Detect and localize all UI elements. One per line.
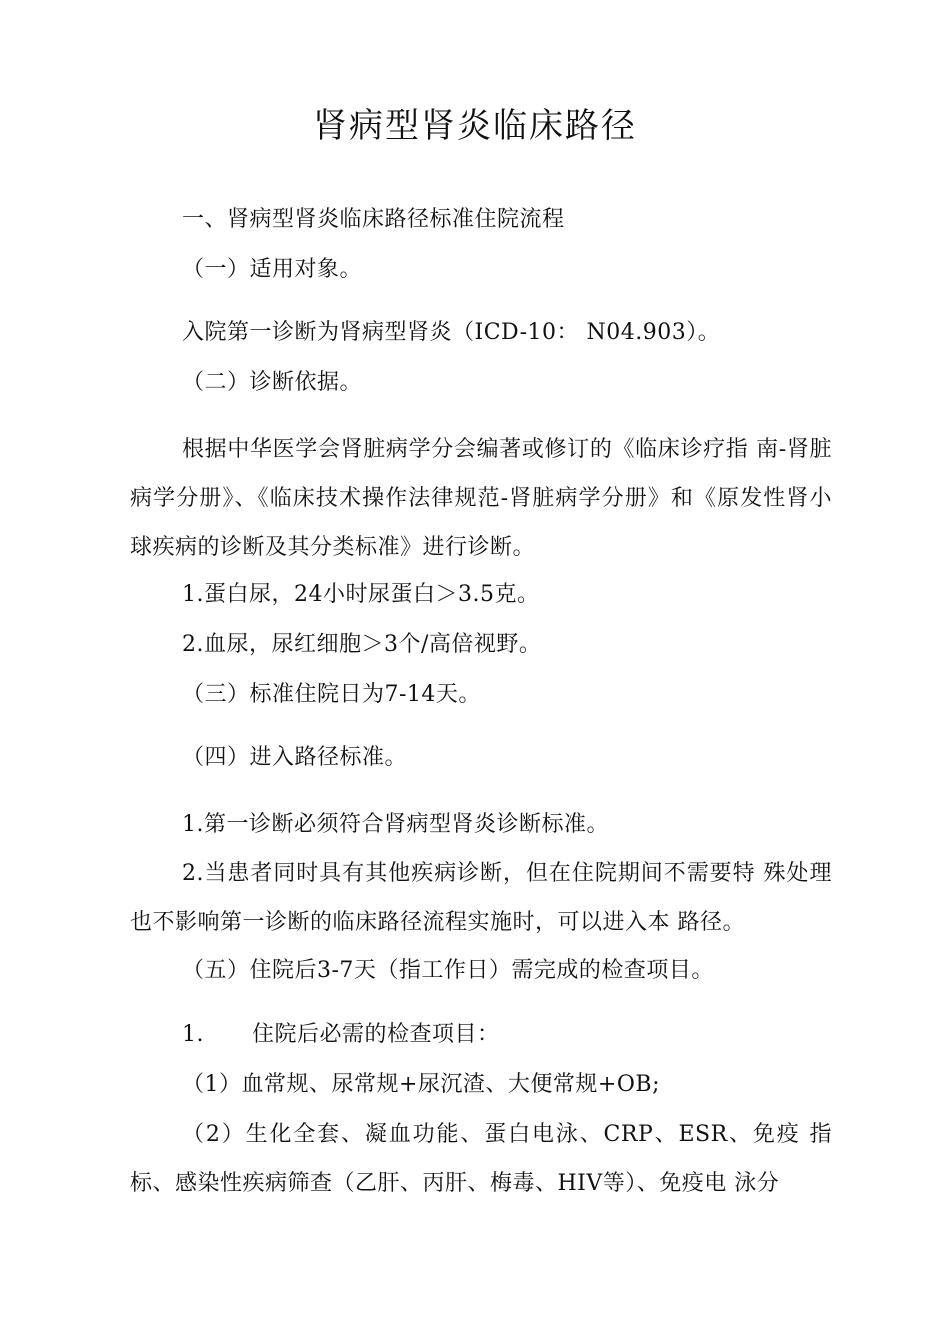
list-number: 1. [182,1022,204,1047]
diagnosis-basis-paragraph: 根据中华医学会肾脏病学分会编著或修订的《临床诊疗指 南-肾脏病学分册》、《临床技术操作法律规范-肾脏病学分册》和《原发性肾小球疾病的诊断及其分类标准》进行诊断。 [130,437,832,560]
required-tests-subitem-2: （2）生化全套、凝血功能、蛋白电泳、CRP、ESR、免疫 指标、感染性疾病筛查（乙肝、丙肝、梅毒、HIV等）、免疫电 泳分 [130,1122,832,1196]
subsection-heading-diagnosis-basis: （二）诊断依据。 [182,370,363,395]
required-tests-subitem-1: （1）血常规、尿常规+尿沉渣、大便常规+OB; [182,1072,660,1097]
subsection-heading-entry-criteria: （四）进入路径标准。 [182,745,408,770]
diagnosis-criterion-1: 1.蛋白尿，24小时尿蛋白＞3.5克。 [182,582,540,607]
subsection-heading-standard-stay: （三）标准住院日为7-14天。 [182,682,481,707]
entry-criterion-2: 2.当患者同时具有其他疾病诊断，但在住院期间不需要特 殊处理也不影响第一诊断的临床路径流程实施时，可以进入本 路径。 [130,861,832,935]
diagnosis-criterion-2: 2.血尿，尿红细胞＞3个/高倍视野。 [182,632,542,657]
admission-diagnosis-text: 入院第一诊断为肾病型肾炎（ICD-10： N04.903）。 [182,320,721,345]
list-text: 住院后必需的检查项目： [252,1022,500,1047]
entry-criterion-1: 1.第一诊断必须符合肾病型肾炎诊断标准。 [182,812,609,837]
subsection-heading-applicable-objects: （一）适用对象。 [182,257,363,282]
subsection-heading-required-tests: （五）住院后3-7天（指工作日）需完成的检查项目。 [182,958,714,983]
required-tests-item-1 [182,1020,500,1050]
section-heading-1: 一、肾病型肾炎临床路径标准住院流程 [182,207,565,232]
document-title: 肾病型肾炎临床路径 [313,106,637,146]
